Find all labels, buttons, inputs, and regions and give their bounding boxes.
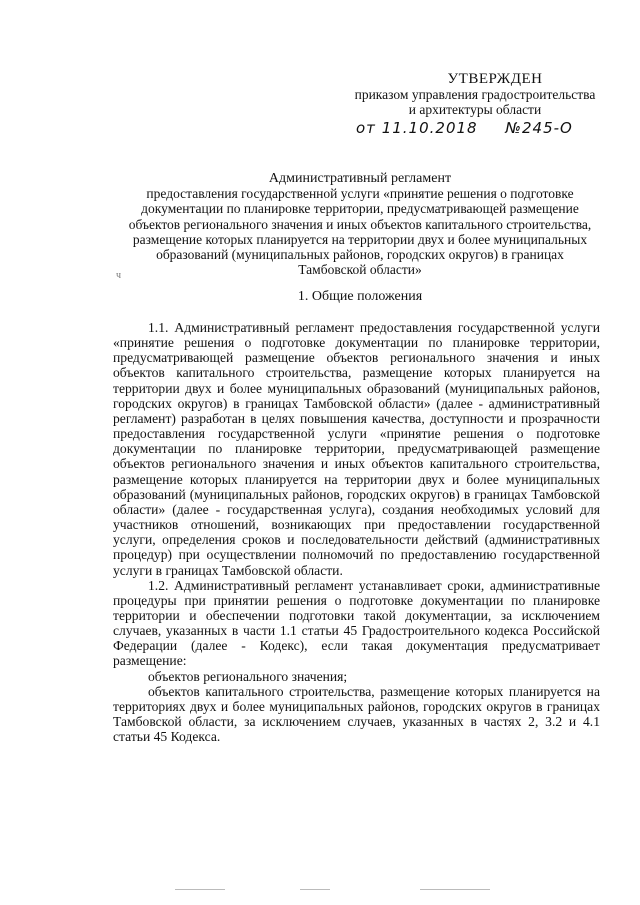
approved-heading: УТВЕРЖДЕН	[447, 71, 543, 87]
order-number: №245-О	[505, 119, 573, 137]
list-item: объектов регионального значения;	[148, 668, 348, 684]
title-line: предоставления государственной услуги «принятие решения о подготовке	[146, 186, 574, 202]
title-line: документации по планировке территории, предусматривающей размещение	[141, 201, 579, 217]
list-item: объектов капитального строительства, размещение которых планируется на территориях двух и более муниципальных районов, городских округов в границах Тамбовской области, за исключением случаев, указанных в частях 2, 3.2 и 4.1 статьи 45 Кодекса.	[113, 683, 600, 745]
scan-edge-mark	[175, 889, 225, 890]
section-heading: 1. Общие положения	[297, 289, 423, 304]
scan-edge-mark	[300, 889, 330, 890]
order-date: 11.10.2018	[381, 119, 478, 137]
approval-line-2: и архитектуры области	[408, 102, 542, 117]
regulation-title	[100, 171, 620, 277]
approval-line-1: приказом управления градостроительства	[354, 87, 596, 102]
paragraph-1-1: 1.1. Административный регламент предоставления государственной услуги «принятие решения о подготовке документации по планировке территории, предусматривающей размещение объектов регионального значения и иных объектов капитального строительства, размещение которых планируется на территории двух и более муниципальных образований (муниципальных районов, городских округов) в границах Тамбовской области» (далее - административный регламент) разработан в целях повышения качества, доступности и прозрачности предоставления государственной услуги «принятие решения о подготовке документации по планировке территории, предусматривающей размещение объектов регионального значения и иных объектов капитального строительства, размещение которых планируется на территории двух и более муниципальных образований (муниципальных районов, городских округов) в границах Тамбовской области» (далее - государственная услуга), создания необходимых условий для участников отношений, возникающих при предоставлении государственной услуги, определения сроков и последовательности действий (административных процедур) при осуществлении полномочий по предоставлению государственной услуги в границах Тамбовской области.	[113, 320, 600, 578]
scan-edge-mark	[420, 889, 490, 890]
approval-stamp	[340, 72, 610, 136]
document-body	[113, 320, 600, 744]
date-prefix: от	[356, 119, 376, 137]
handwritten-date-number	[356, 121, 610, 136]
title-line: образований (муниципальных районов, городских округов) в границах	[156, 247, 564, 263]
scan-artifact: ч	[116, 270, 122, 281]
title-line: размещение которых планируется на территории двух и более муниципальных	[132, 231, 588, 247]
paragraph-1-2: 1.2. Административный регламент устанавливает сроки, административные процедуры при принятии решения о подготовке документации по планировке территории и обеспечении подготовки такой документации, за исключением случаев, указанных в части 1.1 статьи 45 Градостроительного кодекса Российской Федерации (далее - Кодекс), если такая документация предусматривает размещение:	[113, 577, 600, 669]
title-line: объектов регионального значения и иных объектов капитального строительства,	[128, 216, 592, 232]
title-line: Тамбовской области»	[298, 262, 422, 278]
regulation-heading: Административный регламент	[268, 171, 452, 186]
